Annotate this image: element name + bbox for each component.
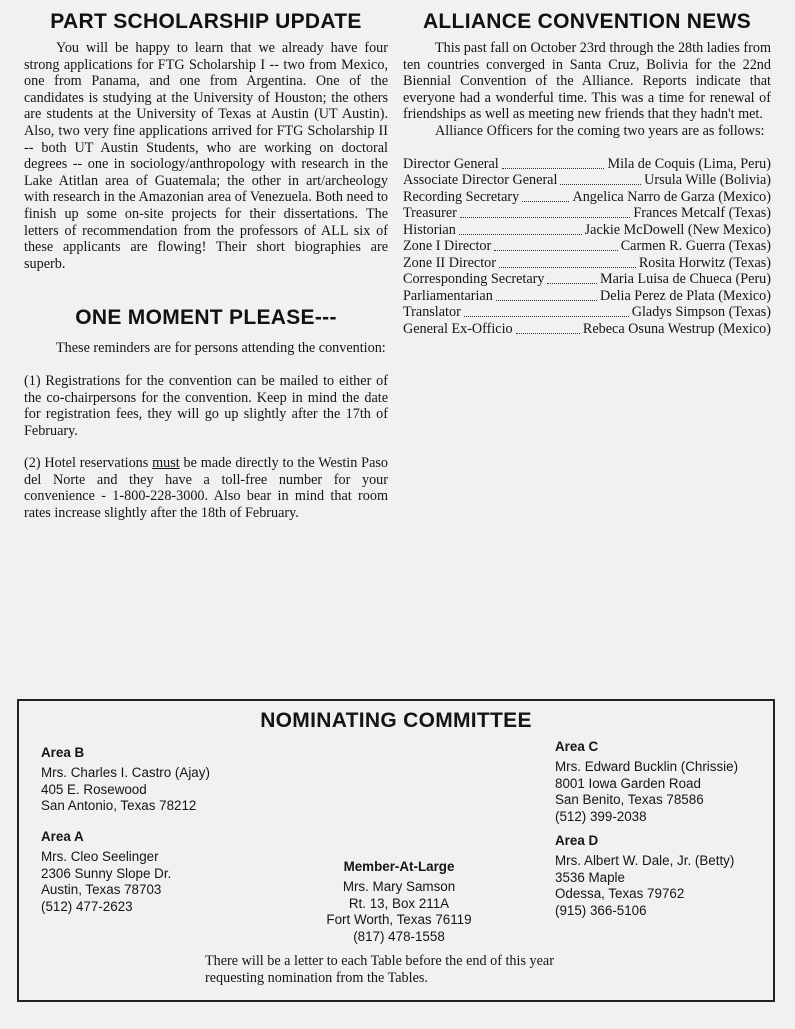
- officer-name: Rebeca Osuna Westrup (Mexico): [582, 320, 771, 337]
- moment-item-2: [24, 455, 388, 521]
- officer-row: [403, 172, 771, 189]
- area-c-line: (512) 399-2038: [555, 808, 647, 824]
- area-d-line: 3536 Maple: [555, 869, 625, 885]
- area-a-line: (512) 477-2623: [41, 898, 133, 914]
- area-a-line: Mrs. Cleo Seelinger: [41, 849, 159, 865]
- officer-name: Gladys Simpson (Texas): [631, 304, 771, 321]
- member-at-large-line: Rt. 13, Box 211A: [348, 895, 450, 911]
- officer-name: Carmen R. Guerra (Texas): [620, 238, 771, 255]
- officer-row: [403, 304, 771, 321]
- member-at-large-line: Fort Worth, Texas 76119: [326, 912, 472, 928]
- officer-title: Treasurer: [403, 205, 457, 222]
- moment-title: ONE MOMENT PLEASE---: [75, 306, 337, 330]
- moment-item-2-start: (2) Hotel reservations: [24, 455, 153, 472]
- officer-title: Director General: [403, 155, 499, 172]
- officer-row: [403, 189, 771, 206]
- area-c-block: [555, 739, 738, 825]
- moment-intro: These reminders are for persons attending the convention:: [56, 340, 386, 357]
- member-at-large-line: Mrs. Mary Samson: [342, 879, 456, 895]
- area-a-line: 2306 Sunny Slope Dr.: [41, 865, 172, 881]
- officer-row: [403, 156, 771, 173]
- member-at-large-block: [289, 859, 509, 945]
- officer-title: Parliamentarian: [403, 287, 493, 304]
- officer-name: Frances Metcalf (Texas): [633, 205, 771, 222]
- moment-item-2-end: be made directly to the Westin Paso del Norte and they have a toll-free number for your convenience - 1-800-228-3000. Also bear in mind that room rates increase slightly after the 18th of February.: [24, 455, 388, 522]
- area-a-block: [41, 829, 171, 915]
- officer-name: Jackie McDowell (New Mexico): [584, 221, 771, 238]
- right-column: [403, 10, 771, 337]
- scholarship-body: You will be happy to learn that we already have four strong applications for FTG Scholarship I -- two from Mexico, one from Panama, and one from Argentina. One of the candidates is studying at the University of Houston; the others are students at the University of Texas at Austin (UT Austin). Also, two very fine applications arrived for FTG Scholarship II -- both UT Austin Students, who are working on doctoral degrees -- one in sociology/anthropology with research in the Lake Atitlan area of Guatemala; the other in art/archeology with research in the Amazonian area of Venezuela. Both need to finish up some on-site projects for their dissertations. The letters of recommendation from the professors of ALL six of these applicants are flowing! Their short biographies are superb.: [24, 40, 388, 272]
- area-d-line: Odessa, Texas 79762: [555, 886, 685, 902]
- officer-row: [403, 205, 771, 222]
- officer-row: [403, 288, 771, 305]
- officer-row: [403, 255, 771, 272]
- officer-name: Mila de Coquis (Lima, Peru): [607, 155, 771, 172]
- area-d-block: [555, 833, 734, 919]
- area-a-line: Austin, Texas 78703: [41, 882, 162, 898]
- area-c-line: San Benito, Texas 78586: [555, 792, 704, 808]
- area-c-line: 8001 Iowa Garden Road: [555, 775, 701, 791]
- area-b-line: San Antonio, Texas 78212: [41, 798, 197, 814]
- scholarship-title: PART SCHOLARSHIP UPDATE: [50, 10, 362, 33]
- area-d-label: Area D: [555, 833, 599, 848]
- officer-row: [403, 271, 771, 288]
- officer-row: [403, 238, 771, 255]
- officer-row: [403, 222, 771, 239]
- member-at-large-line: (817) 478-1558: [353, 928, 445, 944]
- officer-title: Recording Secretary: [403, 188, 520, 205]
- alliance-para-1: This past fall on October 23rd through the 28th ladies from ten countries converged in Santa Cruz, Bolivia for the 22nd Biennial Convention of the Alliance. Reports indicate that everyone had a wonderful time. This was a time for renewal of friendships as well as meeting new friends that they hadn't met.: [403, 40, 771, 123]
- officer-title: General Ex-Officio: [403, 320, 513, 337]
- committee-title: NOMINATING COMMITTEE: [260, 709, 532, 732]
- area-b-block: [41, 745, 210, 815]
- officer-row: [403, 321, 771, 338]
- officer-name: Delia Perez de Plata (Mexico): [600, 287, 771, 304]
- officer-list: [403, 156, 771, 338]
- member-at-large-label: Member-At-Large: [343, 859, 455, 874]
- officer-title: Associate Director General: [403, 172, 558, 189]
- nominating-committee-box: [17, 699, 775, 1002]
- area-a-label: Area A: [41, 829, 84, 844]
- officer-name: Ursula Wille (Bolivia): [644, 172, 771, 189]
- alliance-title: ALLIANCE CONVENTION NEWS: [422, 10, 752, 33]
- area-b-label: Area B: [41, 745, 85, 760]
- moment-item-1: (1) Registrations for the convention can be mailed to either of the co-chairpersons for the convention. Keep in mind the date for registration fees, they will go up slightly after the 17th of February.: [24, 372, 388, 439]
- officer-title: Zone I Director: [403, 238, 492, 255]
- area-c-line: Mrs. Edward Bucklin (Chrissie): [555, 759, 739, 775]
- officer-title: Historian: [403, 221, 456, 238]
- officer-name: Maria Luisa de Chueca (Peru): [600, 271, 771, 288]
- area-c-label: Area C: [555, 739, 599, 754]
- officer-name: Angelica Narro de Garza (Mexico): [572, 188, 771, 205]
- officer-title: Translator: [403, 304, 461, 321]
- alliance-para-2: Alliance Officers for the coming two years are as follows:: [435, 122, 765, 139]
- officer-name: Rosita Horwitz (Texas): [638, 254, 771, 271]
- area-b-line: 405 E. Rosewood: [41, 781, 147, 797]
- area-d-line: (915) 366-5106: [555, 902, 647, 918]
- left-column: [24, 10, 388, 522]
- officer-title: Corresponding Secretary: [403, 271, 545, 288]
- moment-item-2-emphasis: must: [152, 455, 180, 472]
- committee-note: There will be a letter to each Table before the end of this year requesting nomination from the Tables.: [205, 953, 554, 986]
- area-d-line: Mrs. Albert W. Dale, Jr. (Betty): [555, 853, 735, 869]
- officer-title: Zone II Director: [403, 254, 496, 271]
- area-b-line: Mrs. Charles I. Castro (Ajay): [41, 765, 210, 781]
